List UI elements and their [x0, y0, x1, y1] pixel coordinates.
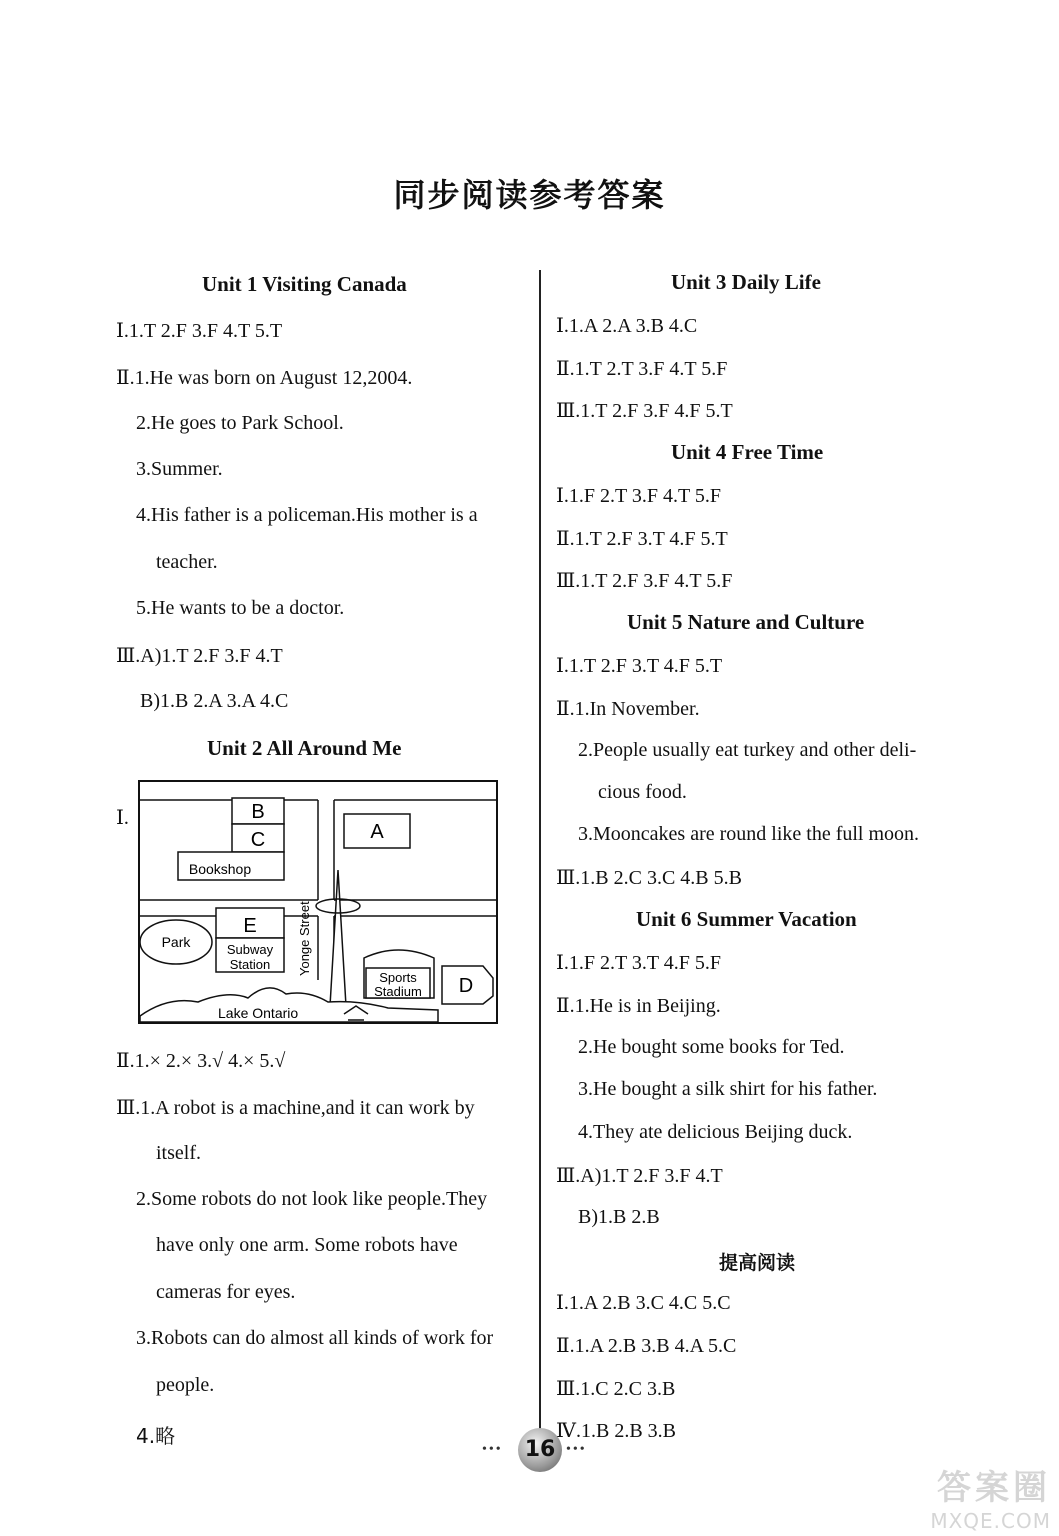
unit2-line: 4.略: [136, 1424, 176, 1448]
watermark: [871, 1460, 1051, 1533]
page-number: 16: [518, 1428, 562, 1472]
label-subway-2: Station: [229, 957, 271, 972]
unit5-line: Ⅰ.1.T 2.F 3.T 4.F 5.T: [556, 655, 723, 677]
unit6-line: 4.They ate delicious Beijing duck.: [578, 1121, 853, 1143]
unit2-line: people.: [156, 1374, 215, 1396]
unit4-heading: Unit 4 Free Time: [671, 440, 824, 464]
unit5-heading: Unit 5 Nature and Culture: [627, 610, 865, 634]
unit1-line: Ⅱ.1.He was born on August 12,2004.: [116, 367, 413, 389]
watermark-logo: 答案圈: [937, 1468, 1051, 1508]
street-map: [138, 780, 500, 1026]
unit1-line: teacher.: [156, 551, 218, 573]
watermark-url: MXQE.COM: [930, 1509, 1051, 1533]
unit5-line: 2.People usually eat turkey and other deli-: [578, 739, 917, 761]
unit2-line: Ⅱ.1.× 2.× 3.√ 4.× 5.√: [116, 1050, 286, 1072]
label-sports-2: Stadium: [374, 984, 422, 999]
extra-line: Ⅰ.1.A 2.B 3.C 4.C 5.C: [556, 1292, 731, 1314]
unit4-line: Ⅱ.1.T 2.F 3.T 4.F 5.T: [556, 528, 728, 550]
unit5-line: Ⅲ.1.B 2.C 3.C 4.B 5.B: [556, 867, 742, 889]
unit5-line: Ⅱ.1.In November.: [556, 698, 700, 720]
unit1-line: B)1.B 2.A 3.A 4.C: [140, 690, 289, 712]
label-park: Park: [161, 934, 191, 950]
unit2-line: Ⅲ.1.A robot is a machine,and it can work by: [116, 1097, 475, 1119]
unit2-line: 3.Robots can do almost all kinds of work for: [136, 1327, 494, 1349]
label-c: C: [250, 829, 266, 851]
unit4-line: Ⅲ.1.T 2.F 3.F 4.T 5.F: [556, 570, 733, 592]
unit1-line: 4.His father is a policeman.His mother is a: [136, 504, 478, 526]
unit6-line: Ⅱ.1.He is in Beijing.: [556, 995, 721, 1017]
page-title: 同步阅读参考答案: [393, 176, 666, 214]
unit6-heading: Unit 6 Summer Vacation: [636, 907, 857, 931]
extra-line: Ⅳ.1.B 2.B 3.B: [556, 1420, 676, 1442]
label-e: E: [243, 915, 257, 937]
extra-reading-heading: 提高阅读: [719, 1252, 796, 1274]
label-lake: Lake Ontario: [218, 1005, 299, 1021]
unit5-line: 3.Mooncakes are round like the full moon.: [578, 823, 920, 845]
unit6-line: 2.He bought some books for Ted.: [578, 1036, 845, 1058]
unit2-line: itself.: [156, 1142, 201, 1164]
unit2-line: cameras for eyes.: [156, 1281, 296, 1303]
unit1-heading: Unit 1 Visiting Canada: [202, 272, 407, 296]
unit3-line: Ⅰ.1.A 2.A 3.B 4.C: [556, 315, 698, 337]
map-marker: Ⅰ.: [116, 807, 129, 829]
label-street: Yonge Street: [297, 901, 312, 976]
unit4-line: Ⅰ.1.F 2.T 3.F 4.T 5.F: [556, 485, 721, 507]
label-a: A: [370, 821, 384, 843]
unit1-line: Ⅲ.A)1.T 2.F 3.F 4.T: [116, 645, 283, 667]
unit6-line: 3.He bought a silk shirt for his father.: [578, 1078, 878, 1100]
label-d: D: [458, 975, 474, 997]
unit6-line: Ⅲ.A)1.T 2.F 3.F 4.T: [556, 1165, 723, 1187]
unit1-line: Ⅰ.1.T 2.F 3.F 4.T 5.T: [116, 320, 283, 342]
unit6-line: Ⅰ.1.F 2.T 3.T 4.F 5.F: [556, 952, 721, 974]
unit5-line: cious food.: [598, 781, 687, 803]
unit1-line: 3.Summer.: [136, 458, 223, 480]
label-bookshop: Bookshop: [188, 861, 252, 877]
unit6-line: B)1.B 2.B: [578, 1206, 660, 1228]
label-subway-1: Subway: [226, 942, 274, 957]
decorative-dots-left: •••: [482, 1442, 503, 1457]
decorative-dots-right: •••: [566, 1442, 587, 1457]
unit3-line: Ⅱ.1.T 2.T 3.F 4.T 5.F: [556, 358, 728, 380]
label-b: B: [251, 801, 265, 823]
unit3-line: Ⅲ.1.T 2.F 3.F 4.F 5.T: [556, 400, 733, 422]
unit3-heading: Unit 3 Daily Life: [671, 270, 821, 294]
unit2-line: have only one arm. Some robots have: [156, 1234, 458, 1256]
unit1-line: 2.He goes to Park School.: [136, 412, 344, 434]
label-sports-1: Sports: [379, 970, 417, 985]
unit1-line: 5.He wants to be a doctor.: [136, 597, 345, 619]
extra-line: Ⅲ.1.C 2.C 3.B: [556, 1378, 676, 1400]
unit2-heading: Unit 2 All Around Me: [207, 736, 402, 760]
unit2-line: 2.Some robots do not look like people.They: [136, 1188, 488, 1210]
column-divider: [539, 270, 541, 1450]
extra-line: Ⅱ.1.A 2.B 3.B 4.A 5.C: [556, 1335, 737, 1357]
